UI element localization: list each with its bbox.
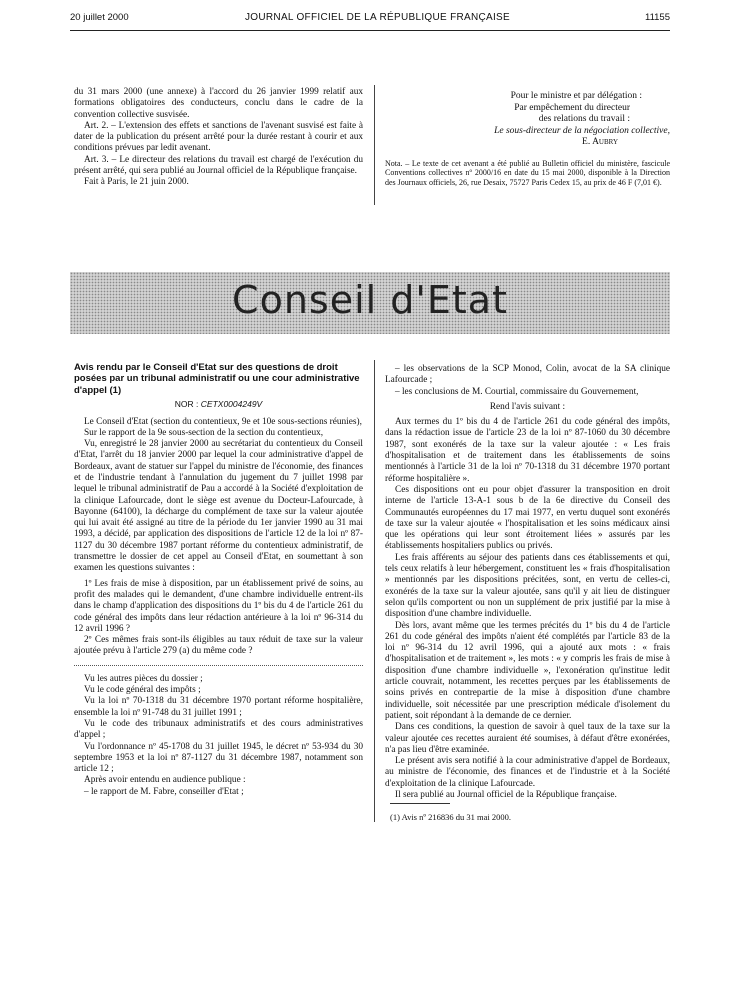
avis-title: Avis rendu par le Conseil d'Etat sur des questions de droit posées par un tribunal administratif ou une cour administrative d'appel (1)	[74, 362, 360, 396]
nor-value: CETX0004249V	[200, 399, 263, 410]
top-left-para: Art. 3. – Le directeur des relations du travail est chargé de l'exécution du présent arrêté, qui sera publié au Journal officiel de la République française.	[74, 154, 363, 177]
top-left-column	[74, 87, 363, 189]
avis-paragraph: Vu, enregistré le 28 janvier 2000 au secrétariat du contentieux du Conseil d'Etat, l'arrêt du 18 janvier 2000 par lequel la cour administrative d'appel de Bordeaux, avant de statuer sur l'appel du ministre de l'économie, des finances et de l'industrie tendant à l'annulation du jugement du 7 juillet 1998 par lequel le tribunal administratif de Pau a accordé à la Société d'exploitation de la clinique Lafourcade, dont le siège est avenue du Docteur-Lafourcade, à Bayonne (64100), la décharge du complément de taxe sur la valeur ajoutée qui lui avait été assigné au titre de la période du 1er janvier 1990 au 31 mai 1993, a décidé, par application des dispositions de l'article 12 de la loi nº 87-1127 du 30 décembre 1987 portant réforme du contentieux administratif, de transmettre le dossier de cet appel au Conseil d'Etat, en soumettant à son examen les questions suivantes :	[74, 439, 363, 574]
signature-line: Par empêchement du directeur	[514, 102, 630, 113]
avis-paragraph: Dès lors, avant même que les termes précités du 1º bis du 4 de l'article 261 du code général des impôts n'aient été complétés par l'article 83 de la loi nº 96-314 du 12 avril 1996, qui a ajouté aux mots : « frais d'hospitalisation et de traitement », les mots : « y compris les frais de mise à disposition d'une chambre individuelle », l'exonération qu'institue ledit article couvrait, notamment, les recettes perçues par les établissements de soins privés en contrepartie de la mise à disposition d'une chambre individuelle, soit nécessitée par une prescription médicale d'isolement du patient, soit répondant à la demande de ce dernier.	[385, 620, 670, 721]
avis-question: 2º Ces mêmes frais sont-ils éligibles au taux réduit de taxe sur la valeur ajoutée prévu à l'article 279 (a) du même code ?	[74, 635, 363, 657]
avis-heading: Rend l'avis suivant :	[489, 401, 566, 412]
footnote-rule	[390, 803, 450, 804]
section-banner-title: Conseil d'Etat	[232, 278, 508, 322]
header-rule	[70, 30, 670, 31]
top-left-para: du 31 mars 2000 (une annexe) à l'accord du 26 janvier 1999 relatif aux formations obligatoires des conducteurs, conclu dans le cadre de la convention collective susvisée.	[74, 87, 363, 120]
header-date: 20 juillet 2000	[70, 12, 129, 23]
page-header	[70, 12, 670, 32]
visa-line: Vu le code des tribunaux administratifs et des cours administratives d'appel ;	[74, 718, 363, 741]
avis-paragraph: Sur le rapport de la 9e sous-section de la section du contentieux,	[84, 427, 324, 438]
avis-paragraph: Il sera publié au Journal officiel de la République française.	[395, 789, 617, 800]
avis-right-column	[385, 364, 670, 801]
signature-line: Le sous-directeur de la négociation collective,	[494, 125, 670, 136]
section-banner	[70, 272, 670, 334]
visa-line: – le rapport de M. Fabre, conseiller d'Etat ;	[84, 786, 244, 797]
avis-paragraph: Les frais afférents au séjour des patients dans ces établissements et qui, tels ceux relatifs à leur hébergement, constituent les « frais d'hospitalisation » mentionnés par les dispositions précitées, sont, en vertu de celles-ci, exonérés de la taxe sur la valeur ajoutée, sans qu'il y ait lieu de distinguer selon qu'ils comportent ou non un supplément de prix justifié par la mise à disposition d'une chambre individuelle.	[385, 552, 670, 620]
avis-paragraph: – les conclusions de M. Courtial, commissaire du Gouvernement,	[395, 386, 639, 397]
footnote: (1) Avis nº 216836 du 31 mai 2000.	[390, 812, 512, 822]
nor-label: NOR :	[174, 399, 199, 410]
avis-paragraph: Aux termes du 1º bis du 4 de l'article 261 du code général des impôts, dans la rédaction issue de l'article 23 de la loi nº 87-1060 du 30 décembre 1987, sont exonérés de la taxe sur la valeur ajoutée : « Les frais d'hospitalisation et de traitement dans les établissements de soins mentionnés à l'article 31 de la loi nº 70-1318 du 31 décembre 1970 portant réforme hospitalière ».	[385, 417, 670, 484]
column-divider	[374, 360, 375, 822]
signature-line: des relations du travail :	[538, 114, 630, 124]
top-right-column	[385, 91, 670, 187]
visa-line: Vu le code général des impôts ;	[84, 685, 201, 696]
signatory-name: E. Aubry	[582, 137, 618, 147]
avis-paragraph: Le Conseil d'Etat (section du contentieux, 9e et 10e sous-sections réunies),	[84, 416, 362, 427]
avis-paragraph: Dans ces conditions, la question de savoir à quel taux de la taxe sur la valeur ajoutée ces recettes auraient été soumises, à défaut d'être exonérées, n'a pas lieu d'être examinée.	[385, 722, 670, 755]
avis-left-column	[74, 362, 363, 798]
visa-line: Vu la loi nº 70-1318 du 31 décembre 1970 portant réforme hospitalière, ensemble la loi nº 91-748 du 31 juillet 1991 ;	[74, 696, 363, 718]
top-left-para: Fait à Paris, le 21 juin 2000.	[84, 177, 189, 188]
visa-line: Vu les autres pièces du dossier ;	[84, 673, 203, 684]
nota-text: Nota. – Le texte de cet avenant a été publié au Bulletin officiel du ministère, fascicule Conventions collectives nº 2000/16 en date du 15 mai 2000, disponible à la Direction des Journaux officiels, 26, rue Desaix, 75727 Paris Cedex 15, au prix de 46 F (7,01 €).	[385, 158, 670, 187]
column-divider	[374, 85, 375, 205]
header-journal-title: JOURNAL OFFICIEL DE LA RÉPUBLIQUE FRANÇAISE	[245, 12, 510, 23]
avis-paragraph: – les observations de la SCP Monod, Colin, avocat de la SA clinique Lafourcade ;	[385, 364, 670, 386]
signature-block	[385, 91, 670, 149]
header-page-number: 11155	[644, 12, 670, 23]
avis-paragraph: Ces dispositions ont eu pour objet d'assurer la transposition en droit interne de l'article 13-A-1 sous b de la 6e directive du Conseil des Communautés européennes du 17 mai 1977, en vertu duquel sont exonérés de taxe sur la valeur ajoutée « l'hospitalisation et les soins médicaux ainsi que les opérations qui leur sont étroitement liées » assurés par les établissements hospitaliers publics ou privés.	[385, 484, 670, 552]
avis-paragraph: Le présent avis sera notifié à la cour administrative d'appel de Bordeaux, au ministre de l'économie, des finances et de l'industrie et à la Société d'exploitation de la clinique Lafourcade.	[385, 756, 670, 789]
visa-line: Vu l'ordonnance nº 45-1708 du 31 juillet 1945, le décret nº 53-934 du 30 septembre 1953 et la loi nº 87-1127 du 31 décembre 1987, notamment son article 12 ;	[74, 741, 363, 775]
dotted-separator	[74, 665, 363, 666]
avis-question: 1º Les frais de mise à disposition, par un établissement privé de soins, au profit des malades qui le demandent, d'une chambre individuelle entrent-ils dans le champ d'application des dispositions du 1º bis du 4 de l'article 261 du code général des impôts dans leur rédaction antérieure à la loi nº 96-314 du 12 avril 1996 ?	[74, 578, 363, 634]
signature-line: Pour le ministre et par délégation :	[510, 91, 642, 101]
visa-line: Après avoir entendu en audience publique :	[84, 775, 246, 786]
nor-reference	[74, 399, 363, 410]
top-left-para: Art. 2. – L'extension des effets et sanctions de l'avenant susvisé est faite à dater de la publication du présent arrêté pour la durée restant à courir et aux conditions prévues par ledit avenant.	[74, 120, 363, 154]
